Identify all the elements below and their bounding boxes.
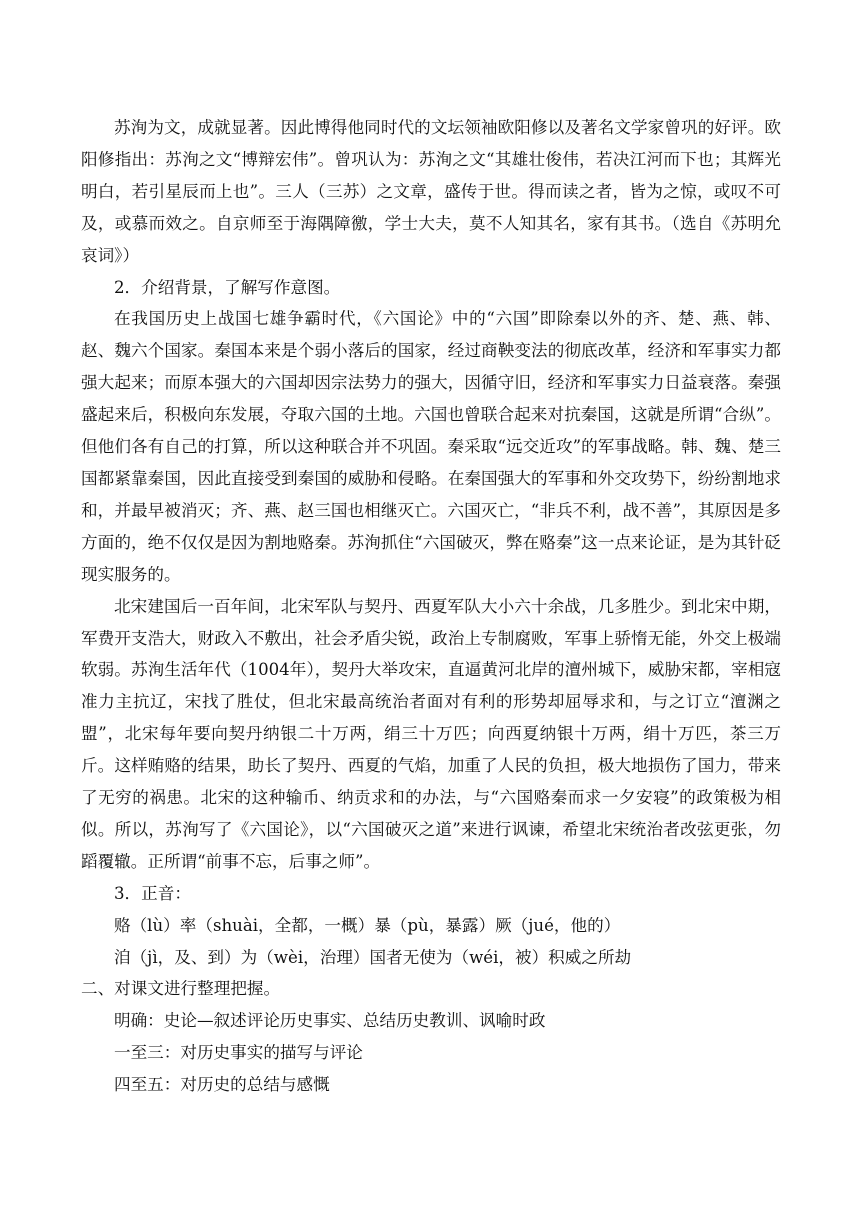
paragraph-su-xun-reputation: 苏洵为文，成就显著。因此博得他同时代的文坛领袖欧阳修以及著名文学家曾巩的好评。欧阳修指出：苏洵之文“博辩宏伟”。曾巩认为：苏洵之文“其雄壮俊伟，若决江河而下也；其辉光明白，若引星辰而上也”。三人（三苏）之文章，盛传于世。得而读之者，皆为之惊，或叹不可及，或慕而效之。自京师至于海隅障徼，学士大夫，莫不人知其名，家有其书。（选自《苏明允哀词》） bbox=[81, 118, 781, 265]
clarification-line: 明确：史论—叙述评论历史事实、总结历史教训、讽喻时政 bbox=[114, 1011, 546, 1031]
document-body bbox=[81, 112, 781, 1101]
paragraph-six-states-history: 在我国历史上战国七雄争霸时代，《六国论》中的“六国”即除秦以外的齐、楚、燕、韩、赵、魏六个国家。秦国本来是个弱小落后的国家，经过商鞅变法的彻底改革，经济和军事实力都强大起来；而原本强大的六国却因宗法势力的强大，因循守旧，经济和军事实力日益衰落。秦强盛起来后，积极向东发展，夺取六国的土地。六国也曾联合起来对抗秦国，这就是所谓“合纵”。但他们各有自己的打算，所以这种联合并不巩固。秦采取“远交近攻”的军事战略。韩、魏、楚三国都紧靠秦国，因此直接受到秦国的威胁和侵略。在秦国强大的军事和外交攻势下，纷纷割地求和，并最早被消灭；齐、燕、赵三国也相继灭亡。六国灭亡，“非兵不利，战不善”，其原因是多方面的，绝不仅仅是因为割地赂秦。苏洵抓住“六国破灭，弊在赂秦”这一点来论证，是为其针砭现实服务的。 bbox=[81, 309, 781, 584]
item-pronunciation-heading: 3．正音： bbox=[114, 883, 191, 903]
pronunciation-line-2: 洎（jì，及、到）为（wèi，治理）国者无使为（wéi，被）积威之所劫 bbox=[114, 947, 632, 967]
item-background-heading: 2．介绍背景，了解写作意图。 bbox=[114, 277, 341, 297]
paragraph-northern-song: 北宋建国后一百年间，北宋军队与契丹、西夏军队大小六十余战，几多胜少。到北宋中期，军费开支浩大，财政入不敷出，社会矛盾尖锐，政治上专制腐败，军事上骄惰无能，外交上极端软弱。苏洵生活年代（1004年），契丹大举攻宋，直逼黄河北岸的澶州城下，威胁宋都，宰相寇准力主抗辽，宋找了胜仗，但北宋最高统治者面对有利的形势却屈辱求和，与之订立“澶渊之盟”，北宋每年要向契丹纳银二十万两，绢三十万匹；向西夏纳银十万两，绢十万匹，茶三万斤。这样贿赂的结果，助长了契丹、西夏的气焰，加重了人民的负担，极大地损伤了国力，带来了无穷的祸患。北宋的这种输币、纳贡求和的办法，与“六国赂秦而求一夕安寝”的政策极为相似。所以，苏洵写了《六国论》，以“六国破灭之道”来进行讽谏，希望北宋统治者改弦更张，勿蹈覆辙。正所谓“前事不忘，后事之师”。 bbox=[81, 596, 781, 871]
pronunciation-line-1: 赂（lù）率（shuài，全都，一概）暴（pù，暴露）厥（jué，他的） bbox=[114, 915, 621, 935]
section-heading-text-analysis: 二、对课文进行整理把握。 bbox=[81, 979, 281, 999]
structure-line-1: 一至三：对历史事实的描写与评论 bbox=[114, 1043, 363, 1063]
structure-line-2: 四至五：对历史的总结与感慨 bbox=[114, 1075, 330, 1095]
